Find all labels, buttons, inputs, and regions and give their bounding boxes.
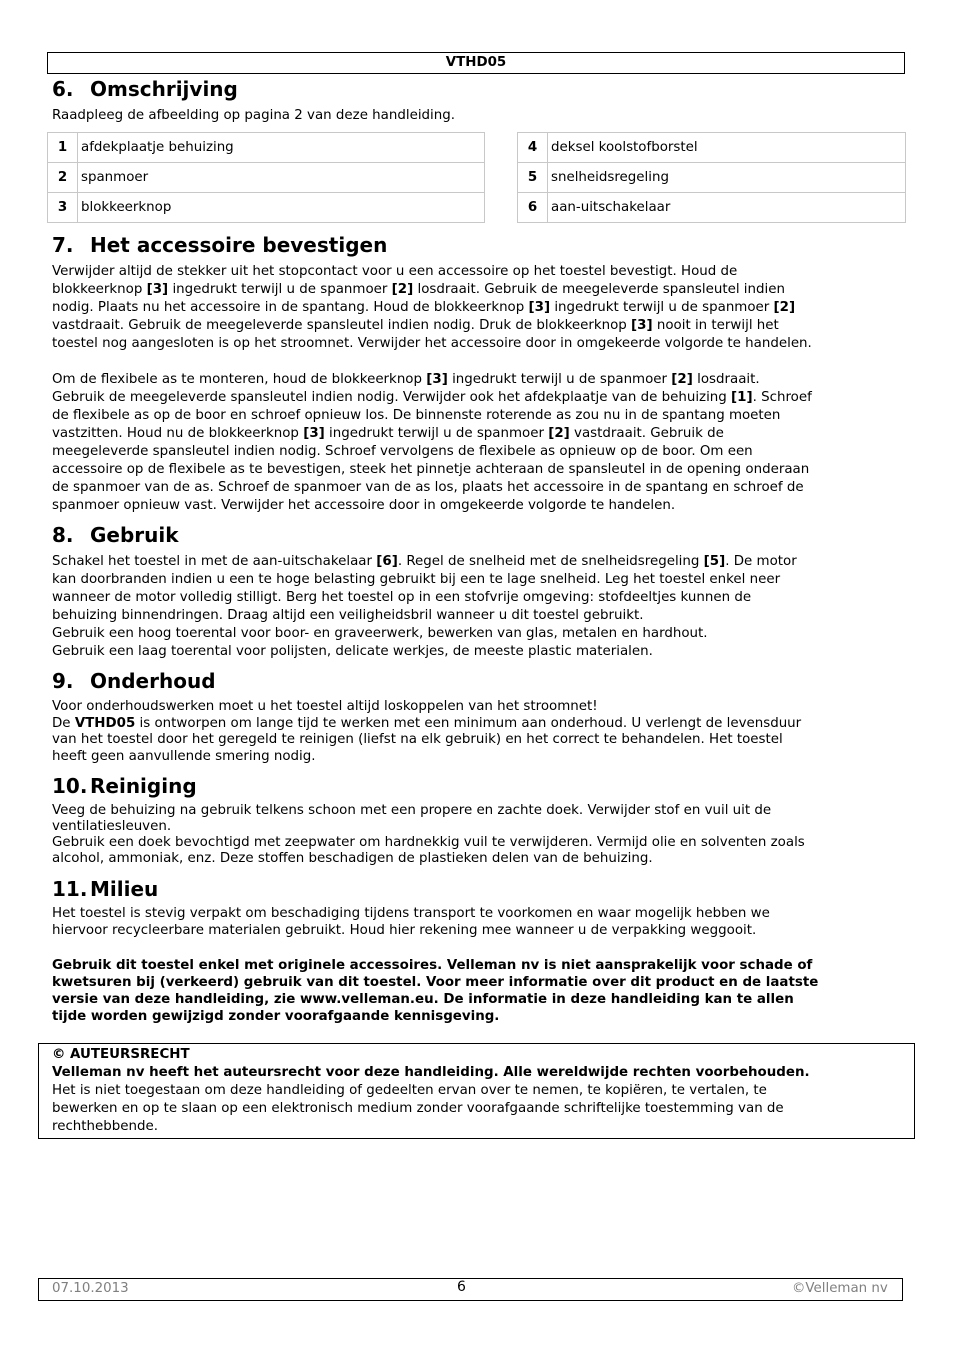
text-run: Voor onderhoudswerken moet u het toestel altijd loskoppelen van het stroomnet! bbox=[52, 699, 598, 714]
copyright-box bbox=[38, 1043, 915, 1139]
section-7-heading: 7. Het accessoire bevestigen bbox=[52, 233, 388, 257]
text-run: de spanmoer van de as. Schroef de spanmoer van de as los, plaats het accessoire in de spantang en schroef de bbox=[52, 480, 804, 495]
part-number: 3 bbox=[48, 193, 78, 223]
text-run: van het toestel door het geregeld te reinigen (liefst na elk gebruik) en het correct te behandelen. Het toestel bbox=[52, 732, 783, 747]
text-run: . De motor bbox=[725, 554, 797, 569]
part-label: afdekplaatje behuizing bbox=[78, 133, 485, 163]
text-run: ingedrukt terwijl u de spanmoer bbox=[550, 300, 774, 315]
text-run: losdraait. Gebruik de meegeleverde spansleutel indien bbox=[413, 282, 785, 297]
text-run: de flexibele as op de boor en schroef opnieuw los. De binnenste roterende as zou nu in de spantang moeten bbox=[52, 408, 781, 423]
parts-row bbox=[518, 133, 906, 163]
text-run: vastdraait. Gebruik de bbox=[569, 426, 724, 441]
accessory-notice: Gebruik dit toestel enkel met originele accessoires. Velleman nv is niet aansprakelijk voor schade of kwetsuren bij (verkeerd) gebruik van dit toestel. Voor meer informatie over dit product en de laatste versie van deze handleiding, zie www.velleman.eu. De informatie in deze handleiding kan te allen tijde worden gewijzigd zonder voorafgaande kennisgeving. bbox=[52, 958, 819, 1024]
parts-row bbox=[518, 193, 906, 223]
parts-row bbox=[48, 163, 485, 193]
section-7-paragraph-2 bbox=[52, 371, 902, 515]
footer-date: 07.10.2013 bbox=[52, 1281, 129, 1296]
text-run: Veeg de behuizing na gebruik telkens schoon met een propere en zachte doek. Verwijder stof en vuil uit de bbox=[52, 803, 772, 818]
part-number: 6 bbox=[518, 193, 548, 223]
text-run: losdraait. bbox=[692, 372, 760, 387]
reference-label: VTHD05 bbox=[74, 715, 136, 731]
section-10-heading: 10. Reiniging bbox=[52, 774, 197, 798]
text-run: Gebruik een laag toerental voor polijsten, delicate werkjes, de meeste plastic materialen. bbox=[52, 644, 653, 659]
page-number: 6 bbox=[457, 1279, 466, 1295]
text-run: spanmoer opnieuw vast. Verwijder het accessoire door in omgekeerde volgorde te handelen. bbox=[52, 498, 676, 513]
reference-label: [2] bbox=[773, 300, 796, 315]
copyright-statement: Velleman nv heeft het auteursrecht voor deze handleiding. Alle wereldwijde rechten voorbehouden. bbox=[52, 1065, 810, 1080]
text-run: Gebruik een doek bevochtigd met zeepwater om hardnekkig vuil te verwijderen. Vermijd olie en solventen zoals bbox=[52, 835, 805, 850]
reference-label: [3] bbox=[631, 318, 653, 333]
part-label: deksel koolstofborstel bbox=[548, 133, 906, 163]
text-run: vastzitten. Houd nu de blokkeerknop bbox=[52, 426, 304, 441]
section-9-paragraph bbox=[52, 699, 902, 765]
text-run: kan doorbranden indien u een te hoge belasting gebruikt bij een te lage snelheid. Leg het toestel enkel neer bbox=[52, 572, 781, 587]
copyright-line-2: bewerken en op te slaan op een elektronisch medium zonder voorafgaande schriftelijke toestemming van de bbox=[52, 1101, 784, 1116]
copyright-heading: © AUTEURSRECHT bbox=[52, 1047, 190, 1062]
reference-label: [3] bbox=[528, 300, 551, 315]
section-8-heading: 8. Gebruik bbox=[52, 523, 179, 547]
reference-label: [2] bbox=[548, 426, 570, 441]
part-label: snelheidsregeling bbox=[548, 163, 906, 193]
text-run: . Regel de snelheid met de snelheidsregeling bbox=[397, 554, 704, 569]
section-9-heading: 9. Onderhoud bbox=[52, 669, 216, 693]
section-11-paragraph bbox=[52, 906, 902, 939]
parts-row bbox=[518, 163, 906, 193]
parts-table-right bbox=[517, 132, 906, 223]
parts-row bbox=[48, 133, 485, 163]
text-run: ingedrukt terwijl u de spanmoer bbox=[168, 282, 392, 297]
section-6-intro: Raadpleeg de afbeelding op pagina 2 van deze handleiding. bbox=[52, 108, 456, 123]
part-label: aan-uitschakelaar bbox=[548, 193, 906, 223]
text-run: is ontworpen om lange tijd te werken met een minimum aan onderhoud. U verlengt de levensduur bbox=[135, 715, 802, 731]
reference-label: [5] bbox=[703, 554, 726, 569]
parts-table-left bbox=[47, 132, 485, 223]
text-run: ingedrukt terwijl u de spanmoer bbox=[324, 426, 549, 441]
text-run: Schakel het toestel in met de aan-uitschakelaar bbox=[52, 554, 377, 569]
text-run: . Schroef bbox=[752, 390, 812, 405]
text-run: behuizing binnendringen. Draag altijd een veiligheidsbril wanneer u dit toestel gebruikt. bbox=[52, 608, 644, 623]
reference-label: [1] bbox=[731, 390, 753, 405]
text-run: alcohol, ammoniak, enz. Deze stoffen beschadigen de plastieken delen van de behuizing. bbox=[52, 851, 653, 866]
section-7-paragraph-1 bbox=[52, 263, 902, 353]
text-run: vastdraait. Gebruik de meegeleverde spansleutel indien nodig. Druk de blokkeerknop bbox=[52, 318, 632, 333]
text-run: Gebruik de meegeleverde spansleutel indien nodig. Verwijder ook het afdekplaatje van de behuizing bbox=[52, 390, 732, 405]
footer-box bbox=[38, 1278, 903, 1301]
text-run: Het toestel is stevig verpakt om beschadiging tijdens transport te voorkomen en waar mogelijk hebben we bbox=[52, 906, 770, 921]
text-run: Verwijder altijd de stekker uit het stopcontact voor u een accessoire op het toestel bevestigt. Houd de bbox=[52, 264, 738, 279]
document-header bbox=[47, 52, 905, 74]
part-number: 4 bbox=[518, 133, 548, 163]
text-run: Om de flexibele as te monteren, houd de blokkeerknop bbox=[52, 372, 427, 387]
part-label: spanmoer bbox=[78, 163, 485, 193]
copyright-line-1: Het is niet toegestaan om deze handleiding of gedeelten ervan over te nemen, te kopiëren, te vertalen, te bbox=[52, 1083, 767, 1098]
part-number: 2 bbox=[48, 163, 78, 193]
reference-label: [3] bbox=[146, 282, 169, 297]
text-run: Gebruik een hoog toerental voor boor- en graveerwerk, bewerken van glas, metalen en hardhout. bbox=[52, 626, 708, 641]
part-label: blokkeerknop bbox=[78, 193, 485, 223]
text-run: nodig. Plaats nu het accessoire in de spantang. Houd de blokkeerknop bbox=[52, 300, 529, 315]
text-run: ingedrukt terwijl u de spanmoer bbox=[447, 372, 672, 387]
text-run: nooit in terwijl het bbox=[652, 318, 779, 333]
reference-label: [2] bbox=[671, 372, 693, 387]
text-run: blokkeerknop bbox=[52, 282, 147, 297]
footer-brand: ©Velleman nv bbox=[792, 1281, 888, 1296]
section-6-heading: 6. Omschrijving bbox=[52, 77, 238, 101]
text-run: meegeleverde spansleutel indien nodig. Schroef vervolgens de flexibele as opnieuw op de boor. Om een bbox=[52, 444, 753, 459]
reference-label: [6] bbox=[376, 554, 398, 569]
text-run: De bbox=[52, 715, 75, 731]
text-run: heeft geen aanvullende smering nodig. bbox=[52, 748, 316, 764]
section-11-heading: 11. Milieu bbox=[52, 877, 159, 901]
text-run: hiervoor recycleerbare materialen gebruikt. Houd hier rekening mee wanneer u de verpakking weggooit. bbox=[52, 922, 757, 938]
reference-label: [3] bbox=[426, 372, 448, 387]
text-run: accessoire op de flexibele as te bevestigen, steek het pinnetje achteraan de spansleutel in de opening onderaan bbox=[52, 462, 810, 477]
text-run: ventilatiesleuven. bbox=[52, 819, 172, 834]
copyright-line-3: rechthebbende. bbox=[52, 1119, 158, 1134]
part-number: 1 bbox=[48, 133, 78, 163]
model-code: VTHD05 bbox=[445, 55, 507, 70]
section-10-paragraph bbox=[52, 803, 902, 867]
text-run: wanneer de motor volledig stilligt. Berg het toestel op in een stofvrije omgeving: stofdeeltjes kunnen de bbox=[52, 590, 752, 605]
part-number: 5 bbox=[518, 163, 548, 193]
section-8-paragraph bbox=[52, 553, 902, 661]
text-run: toestel nog aangesloten is op het stroomnet. Verwijder het accessoire door in omgekeerde volgorde te handelen. bbox=[52, 336, 812, 351]
parts-row bbox=[48, 193, 485, 223]
reference-label: [3] bbox=[303, 426, 325, 441]
reference-label: [2] bbox=[391, 282, 414, 297]
